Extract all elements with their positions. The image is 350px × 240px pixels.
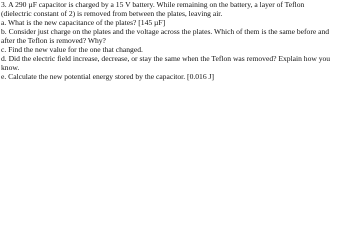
- question-c: c. Find the new value for the one that changed.: [1, 45, 143, 54]
- question-b-line-2: after the Teflon is removed? Why?: [1, 36, 106, 45]
- question-d-line-1: d. Did the electric field increase, decrease, or stay the same when the Teflon was removed? Explain how you: [1, 54, 331, 63]
- physics-problem: [0, 0, 350, 81]
- question-d-line-2: know.: [1, 63, 20, 72]
- question-a: a. What is the new capacitance of the plates? [145 µF]: [1, 18, 166, 27]
- question-b-line-1: b. Consider just charge on the plates and the voltage across the plates. Which of them is the same before and: [1, 27, 330, 36]
- problem-statement-line-2: (dielectric constant of 2) is removed from between the plates, leaving air.: [1, 9, 223, 18]
- question-e: e. Calculate the new potential energy stored by the capacitor. [0.016 J]: [1, 72, 214, 81]
- problem-statement-line-1: 3. A 290 µF capacitor is charged by a 15 V battery. While remaining on the battery, a layer of Teflon: [1, 0, 305, 9]
